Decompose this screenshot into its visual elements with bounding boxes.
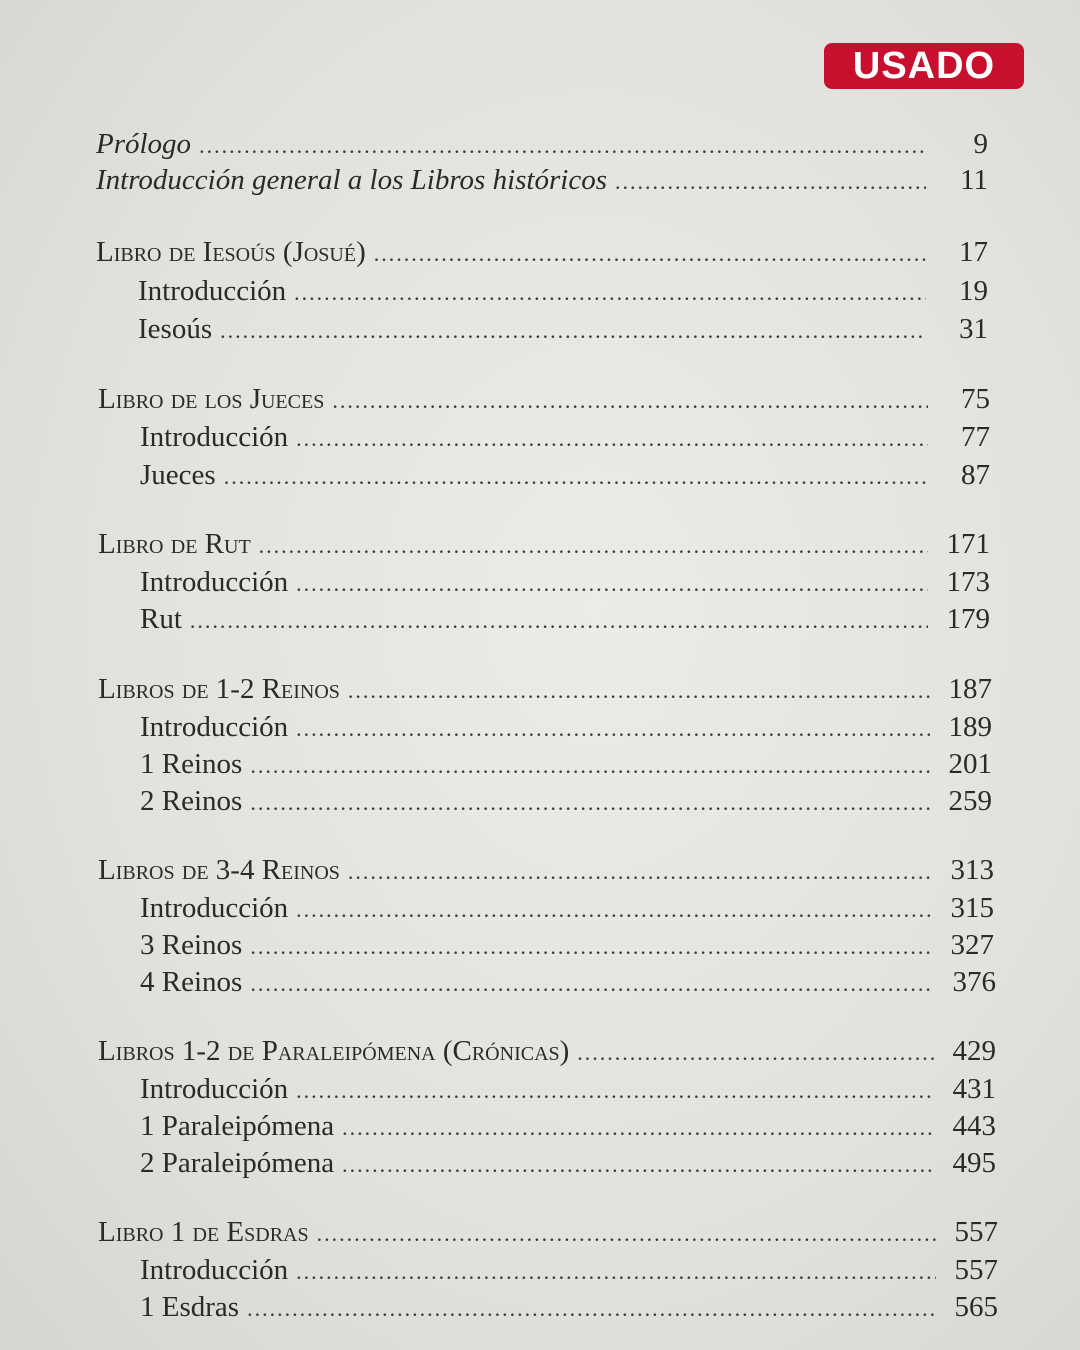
toc-entry — [138, 277, 988, 306]
entry-title: Jueces — [140, 459, 216, 491]
entry-page: 201 — [948, 748, 992, 780]
dot-leader — [348, 861, 932, 883]
section-title: Libros de 3-4 Reinos — [98, 854, 340, 886]
entry-title: Rut — [140, 603, 182, 635]
dot-leader — [296, 573, 928, 595]
toc-entry-prologo — [96, 130, 988, 159]
entry-title: Introducción — [140, 566, 289, 598]
entry-title: 2 Paraleipómena — [140, 1147, 335, 1179]
entry-page: 77 — [961, 421, 990, 453]
toc-section-1-2-reinos — [98, 675, 992, 704]
entry-page: 19 — [959, 275, 988, 307]
entry-title: Iesoús — [138, 313, 213, 345]
toc-entry — [140, 787, 992, 816]
dot-leader — [250, 755, 930, 777]
entry-title: Introducción — [138, 275, 287, 307]
entry-page: 431 — [952, 1073, 996, 1105]
entry-title: Introducción — [140, 421, 289, 453]
entry-title: Introducción — [140, 1254, 289, 1286]
entry-page: 495 — [952, 1147, 996, 1179]
entry-page: 565 — [954, 1291, 998, 1323]
toc-section-paraleipomena — [98, 1037, 996, 1066]
entry-title: Introducción — [140, 1073, 289, 1105]
dot-leader — [296, 718, 930, 740]
dot-leader — [250, 973, 934, 995]
dot-leader — [220, 320, 926, 342]
section-title: Libro 1 de Esdras — [98, 1216, 309, 1248]
entry-page: 87 — [961, 459, 990, 491]
entry-page: 376 — [952, 966, 996, 998]
dot-leader — [296, 428, 928, 450]
toc-entry — [140, 894, 994, 923]
entry-title: 1 Esdras — [140, 1291, 240, 1323]
dot-leader — [294, 282, 926, 304]
section-title: Libros de 1-2 Reinos — [98, 673, 340, 705]
section-title: Libro de Iesoús (Josué) — [96, 236, 366, 268]
dot-leader — [250, 792, 930, 814]
entry-title: 4 Reinos — [140, 966, 243, 998]
entry-page: 443 — [952, 1110, 996, 1142]
dot-leader — [296, 1080, 934, 1102]
entry-page: 187 — [948, 673, 992, 705]
toc-entry-intro-general — [96, 166, 988, 195]
dot-leader — [615, 171, 926, 193]
entry-page: 31 — [959, 313, 988, 345]
toc-entry — [140, 750, 992, 779]
entry-page: 17 — [959, 236, 988, 268]
dot-leader — [342, 1117, 934, 1139]
toc-entry — [140, 423, 990, 452]
toc-entry — [140, 931, 994, 960]
entry-page: 315 — [950, 892, 994, 924]
toc-entry — [140, 1149, 996, 1178]
toc-section-josue — [96, 238, 988, 267]
toc-entry — [140, 605, 990, 634]
entry-title: Introducción — [140, 892, 289, 924]
entry-title: Introducción — [140, 711, 289, 743]
entry-title: 2 Reinos — [140, 785, 243, 817]
dot-leader — [224, 466, 928, 488]
dot-leader — [342, 1154, 934, 1176]
entry-page: 327 — [950, 929, 994, 961]
toc-entry — [140, 1075, 996, 1104]
entry-page: 429 — [952, 1035, 996, 1067]
entry-title: 1 Paraleipómena — [140, 1110, 335, 1142]
dot-leader — [247, 1298, 936, 1320]
dot-leader — [332, 390, 928, 412]
entry-page: 259 — [948, 785, 992, 817]
toc-entry — [140, 1256, 998, 1285]
toc-entry — [140, 568, 990, 597]
entry-page: 313 — [950, 854, 994, 886]
dot-leader — [374, 243, 926, 265]
toc-section-rut — [98, 530, 990, 559]
dot-leader — [317, 1223, 936, 1245]
entry-title: 3 Reinos — [140, 929, 243, 961]
used-badge: USADO — [824, 43, 1024, 89]
entry-page: 9 — [973, 128, 988, 160]
entry-page: 179 — [946, 603, 990, 635]
entry-page: 189 — [948, 711, 992, 743]
dot-leader — [259, 535, 928, 557]
section-title: Libro de Rut — [98, 528, 251, 560]
toc-section-3-4-reinos — [98, 856, 994, 885]
toc-entry — [140, 968, 996, 997]
dot-leader — [190, 610, 928, 632]
section-title: Libros 1-2 de Paraleipómena (Crónicas) — [98, 1035, 570, 1067]
toc-entry — [140, 1112, 996, 1141]
entry-title: 1 Reinos — [140, 748, 243, 780]
dot-leader — [296, 1261, 936, 1283]
entry-page: 75 — [961, 383, 990, 415]
entry-page: 557 — [954, 1254, 998, 1286]
entry-title: Introducción general a los Libros históricos — [96, 164, 607, 196]
toc-section-esdras — [98, 1218, 998, 1247]
section-title: Libro de los Jueces — [98, 383, 325, 415]
entry-page: 11 — [960, 164, 988, 196]
toc-entry — [140, 1293, 998, 1322]
dot-leader — [577, 1042, 934, 1064]
dot-leader — [250, 936, 932, 958]
entry-page: 171 — [946, 528, 990, 560]
toc-entry — [140, 461, 990, 490]
entry-page: 557 — [954, 1216, 998, 1248]
toc-entry — [138, 315, 988, 344]
dot-leader — [296, 899, 932, 921]
toc-section-jueces — [98, 385, 990, 414]
dot-leader — [348, 680, 930, 702]
dot-leader — [199, 135, 926, 157]
toc-entry — [140, 713, 992, 742]
entry-title: Prólogo — [96, 128, 192, 160]
entry-page: 173 — [946, 566, 990, 598]
